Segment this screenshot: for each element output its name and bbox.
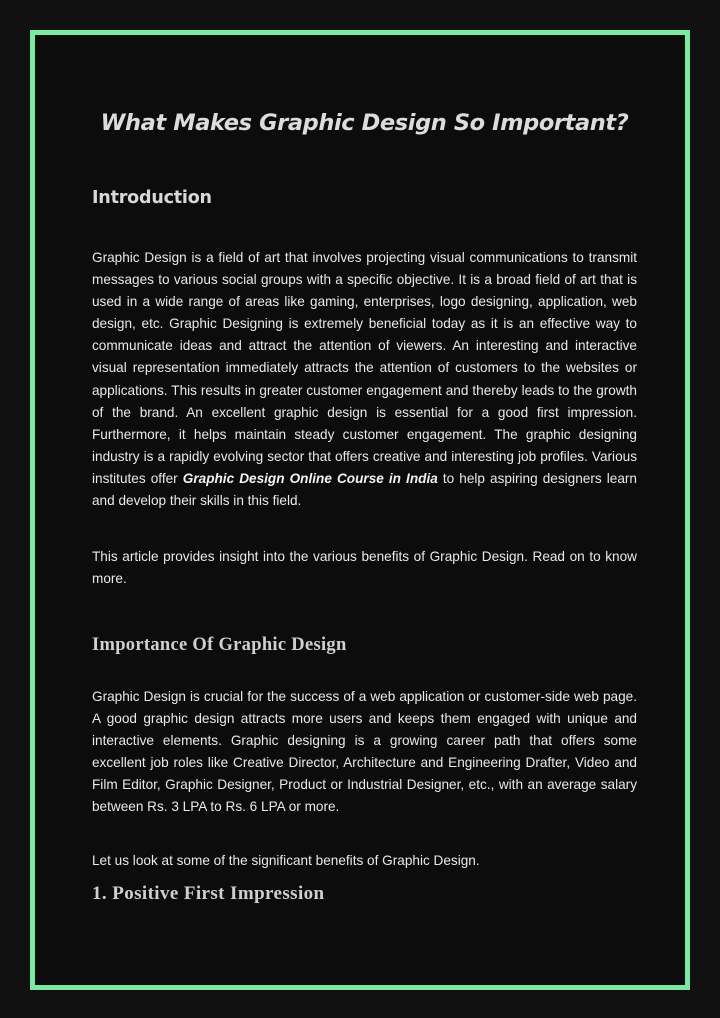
importance-paragraph: Graphic Design is crucial for the success of a web application or customer-side web page. A good graphic design attracts more users and keeps them engaged with unique and interactive elements. Graphic designing is a growing career path that offers some excellent job roles like Creative Director, Architecture and Engineering Drafter, Video and Film Editor, Graphic Designer, Product or Industrial Designer, etc., with an average salary between Rs. 3 LPA to Rs. 6 LPA or more. xyxy=(92,689,637,815)
first-benefit-heading: 1. Positive First Impression xyxy=(92,883,325,904)
document-frame xyxy=(30,30,690,990)
intro-text-before-link: Graphic Design is a field of art that involves projecting visual communications to transmit messages to various social groups with a specific objective. It is a broad field of art that is used in a wide range of areas like gaming, enterprises, logo designing, application, web design, etc. Graphic Designing is extremely beneficial today as it is an effective way to communicate ideas and attract the attention of viewers. An interesting and interactive visual representation immediately attracts the attention of customers to the websites or applications. This results in greater customer engagement and thereby leads to the growth of the brand. An excellent graphic design is essential for a good first impression. Furthermore, it helps maintain steady customer engagement. The graphic designing industry is a rapidly evolving sector that offers creative and interesting job profiles. Various institutes offer xyxy=(92,250,637,486)
article-insight-paragraph: This article provides insight into the various benefits of Graphic Design. Read on to know more. xyxy=(92,549,637,587)
introduction-paragraph xyxy=(92,247,637,512)
importance-heading: Importance Of Graphic Design xyxy=(92,635,347,655)
document-title: What Makes Graphic Design So Important? xyxy=(100,110,629,136)
intro-text-after-link: to help aspiring designers learn and develop their skills in this field. xyxy=(92,470,637,509)
introduction-heading: Introduction xyxy=(92,188,212,208)
benefits-lead-paragraph: Let us look at some of the significant benefits of Graphic Design. xyxy=(92,853,480,868)
course-link[interactable]: Graphic Design Online Course in India xyxy=(182,470,438,486)
